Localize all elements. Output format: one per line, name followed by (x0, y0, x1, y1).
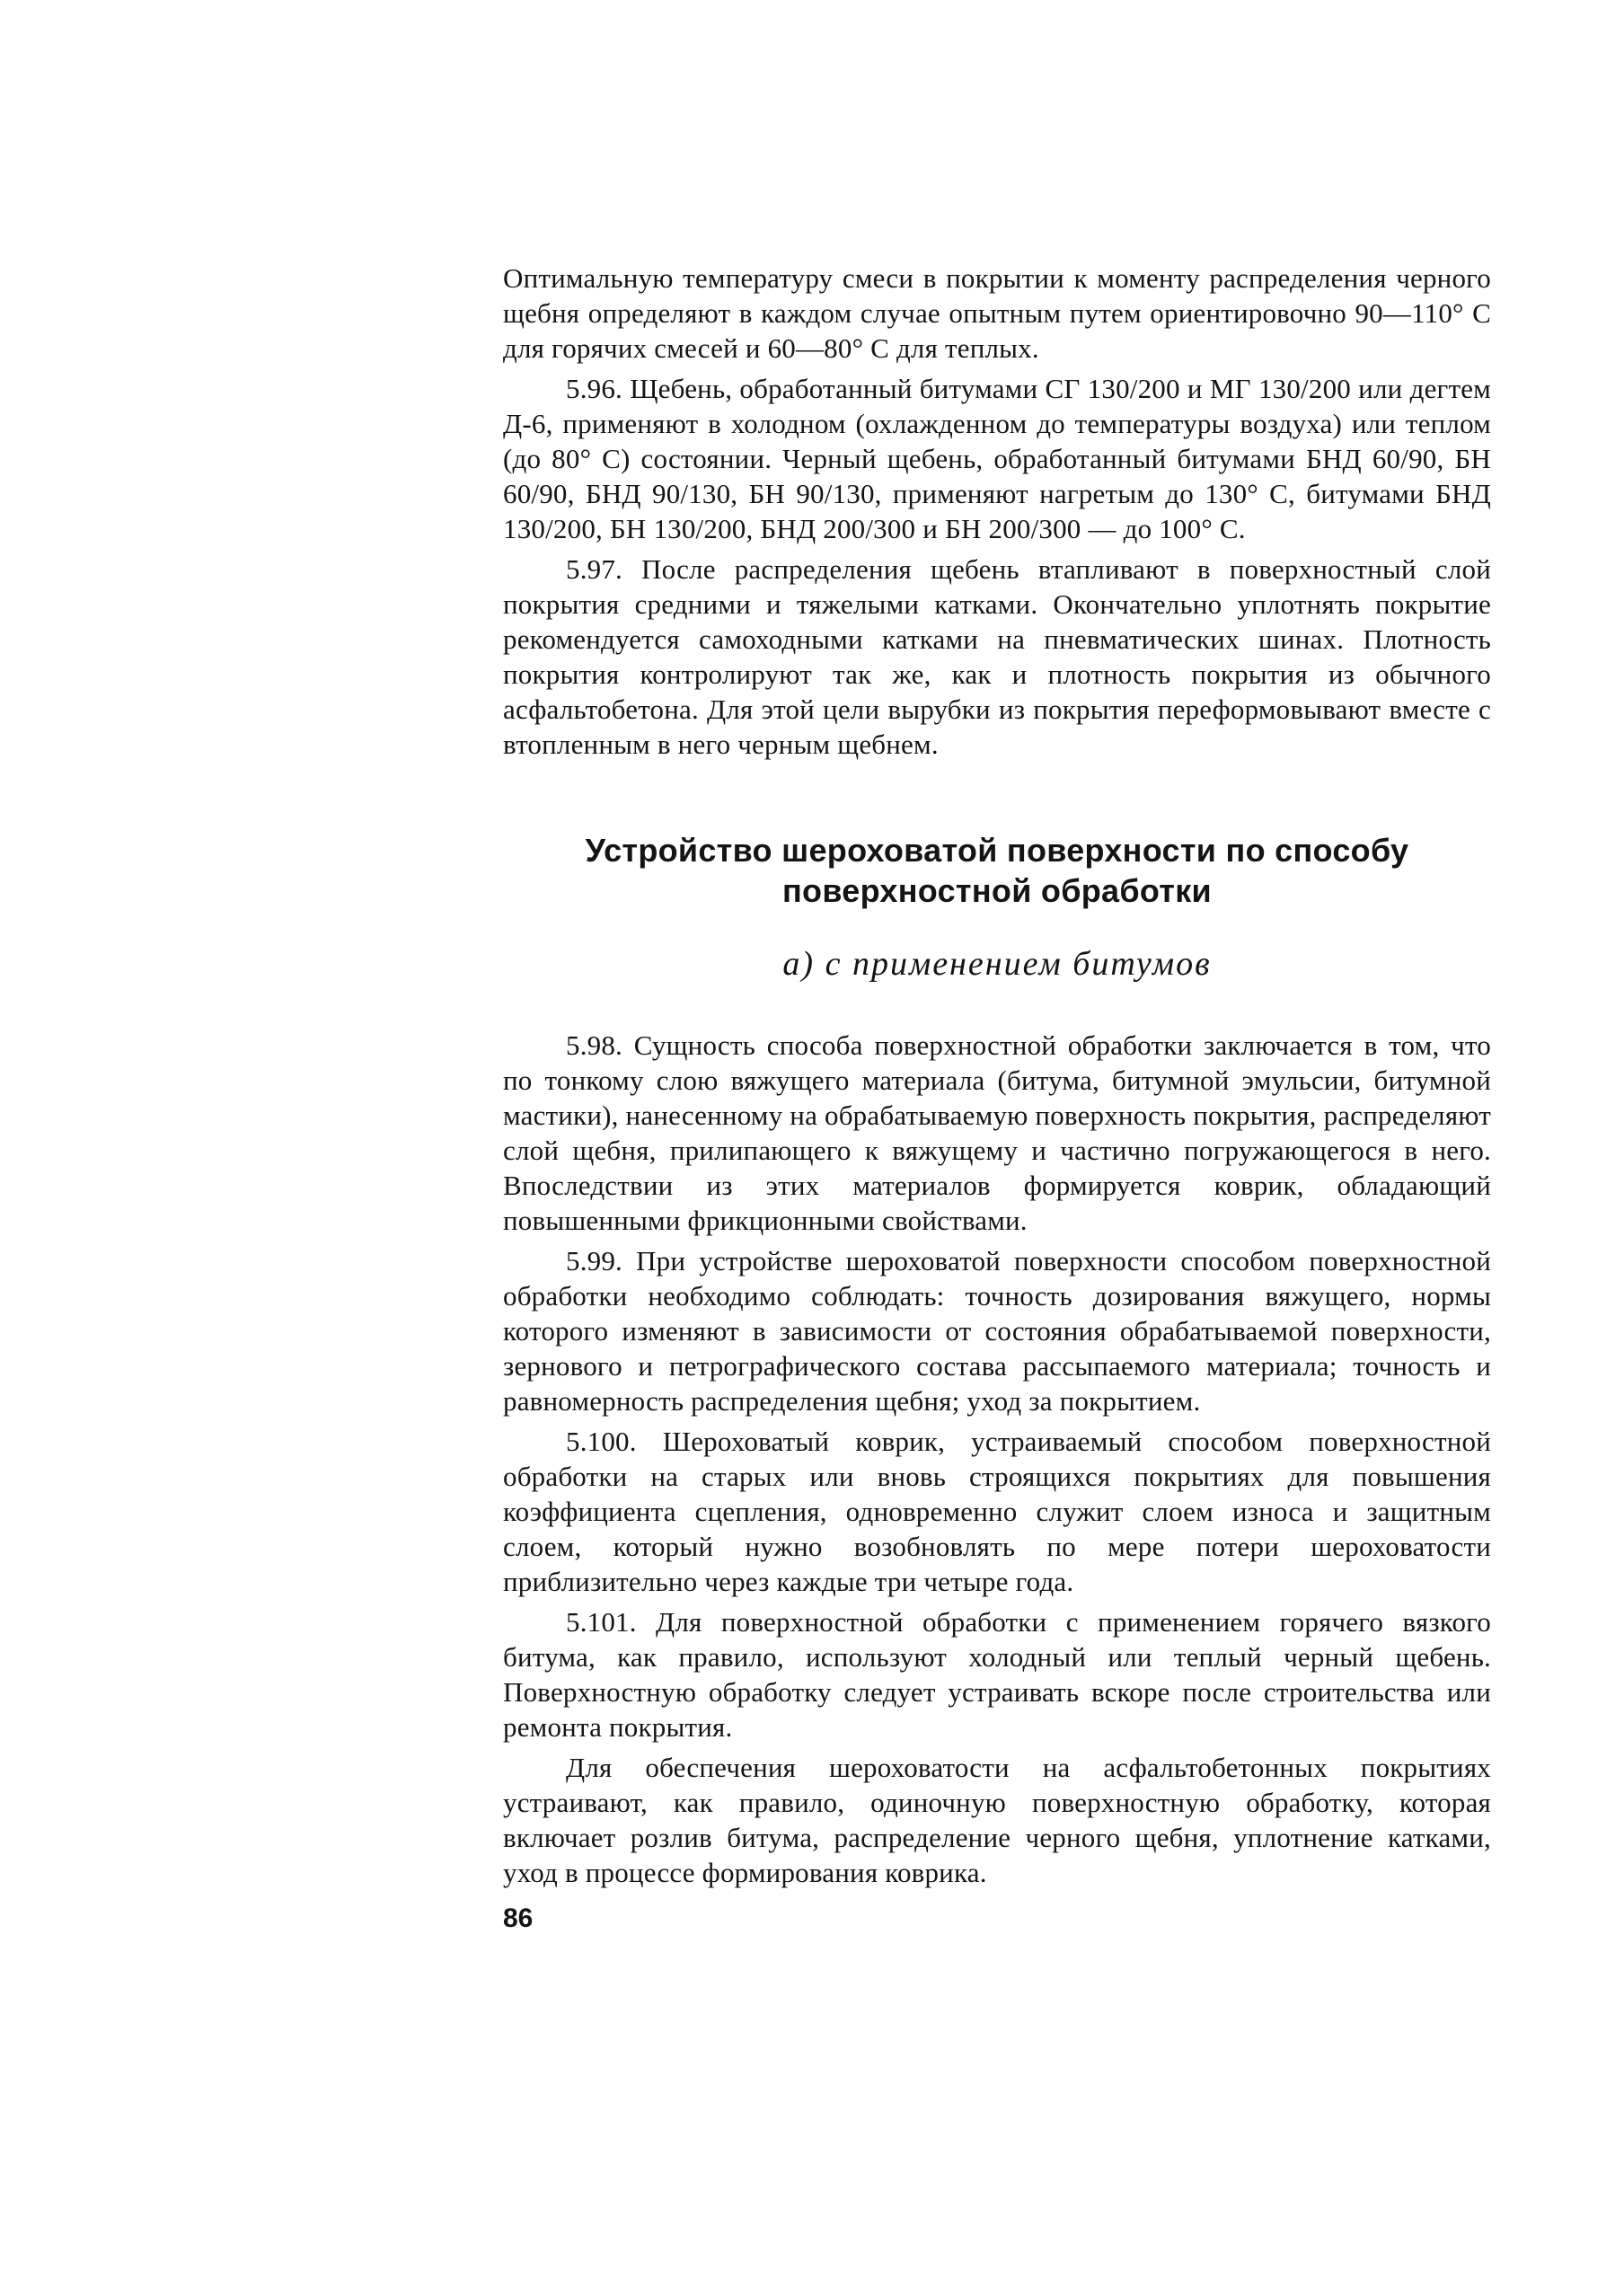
paragraph-5-100: 5.100. Шероховатый коврик, устраиваемый способом поверхностной обработки на старых или вновь строящихся покрытиях для повышения коэффициента сцепления, одновременно служит слоем износа и защитным слоем, который нужно возобновлять по мере потери шероховатости приблизительно через каждые три четыре года. (503, 1426, 1491, 1597)
document-page (503, 261, 1491, 1935)
paragraph-5-97: 5.97. После распределения щебень втапливают в поверхностный слой покрытия средними и тяжелыми катками. Окончательно уплотнять покрытие рекомендуется самоходными катками на пневматических шинах. Плотность покрытия контролируют так же, как и плотность покрытия из обычного асфальтобетона. Для этой цели вырубки из покрытия переформовывают вместе с втопленным в него черным щебнем. (503, 553, 1491, 760)
paragraph-5-101: 5.101. Для поверхностной обработки с применением горячего вязкого битума, как правило, используют холодный или теплый черный щебень. Поверхностную обработку следует устраивать вскоре после строительства или ремонта покрытия. (503, 1606, 1491, 1743)
subsection-heading: а) с применением битумов (782, 945, 1212, 983)
paragraph-roughness-provision: Для обеспечения шероховатости на асфальтобетонных покрытиях устраивают, как правило, одиночную поверхностную обработку, которая включает розлив битума, распределение черного щебня, уплотнение катками, уход в процессе формирования коврика. (503, 1752, 1491, 1888)
section-heading-line-2: поверхностной обработки (782, 872, 1212, 909)
section-heading (503, 830, 1491, 911)
paragraph-optimal-temperature: Оптимальную температуру смеси в покрытии к моменту распределения черного щебня определяют в каждом случае опытным путем ориентировочно 90—110° С для горячих смесей и 60—80° С для теплых. (503, 262, 1491, 364)
paragraph-5-98: 5.98. Сущность способа поверхностной обработки заключается в том, что по тонкому слою вяжущего материала (битума, битумной эмульсии, битумной мастики), нанесенному на обрабатываемую поверхность покрытия, распределяют слой щебня, прилипающего к вяжущему и частично погружающегося в него. Впоследствии из этих материалов формируется коврик, обладающий повышенными фрикционными свойствами. (503, 1029, 1491, 1236)
paragraph-5-99: 5.99. При устройстве шероховатой поверхности способом поверхностной обработки необходимо соблюдать: точность дозирования вяжущего, нормы которого изменяют в зависимости от состояния обрабатываемой поверхности, зернового и петрографического состава рассыпаемого материала; точность и равномерность распределения щебня; уход за покрытием. (503, 1245, 1491, 1417)
page-number: 86 (503, 1903, 534, 1933)
section-heading-line-1: Устройство шероховатой поверхности по способу (585, 832, 1409, 869)
paragraph-5-96: 5.96. Щебень, обработанный битумами СГ 130/200 и МГ 130/200 или дегтем Д-6, применяют в холодном (охлажденном до температуры воздуха) или теплом (до 80° С) состоянии. Черный щебень, обработанный битумами БНД 60/90, БН 60/90, БНД 90/130, БН 90/130, применяют нагретым до 130° С, битумами БНД 130/200, БН 130/200, БНД 200/300 и БН 200/300 — до 100° С. (503, 373, 1491, 544)
